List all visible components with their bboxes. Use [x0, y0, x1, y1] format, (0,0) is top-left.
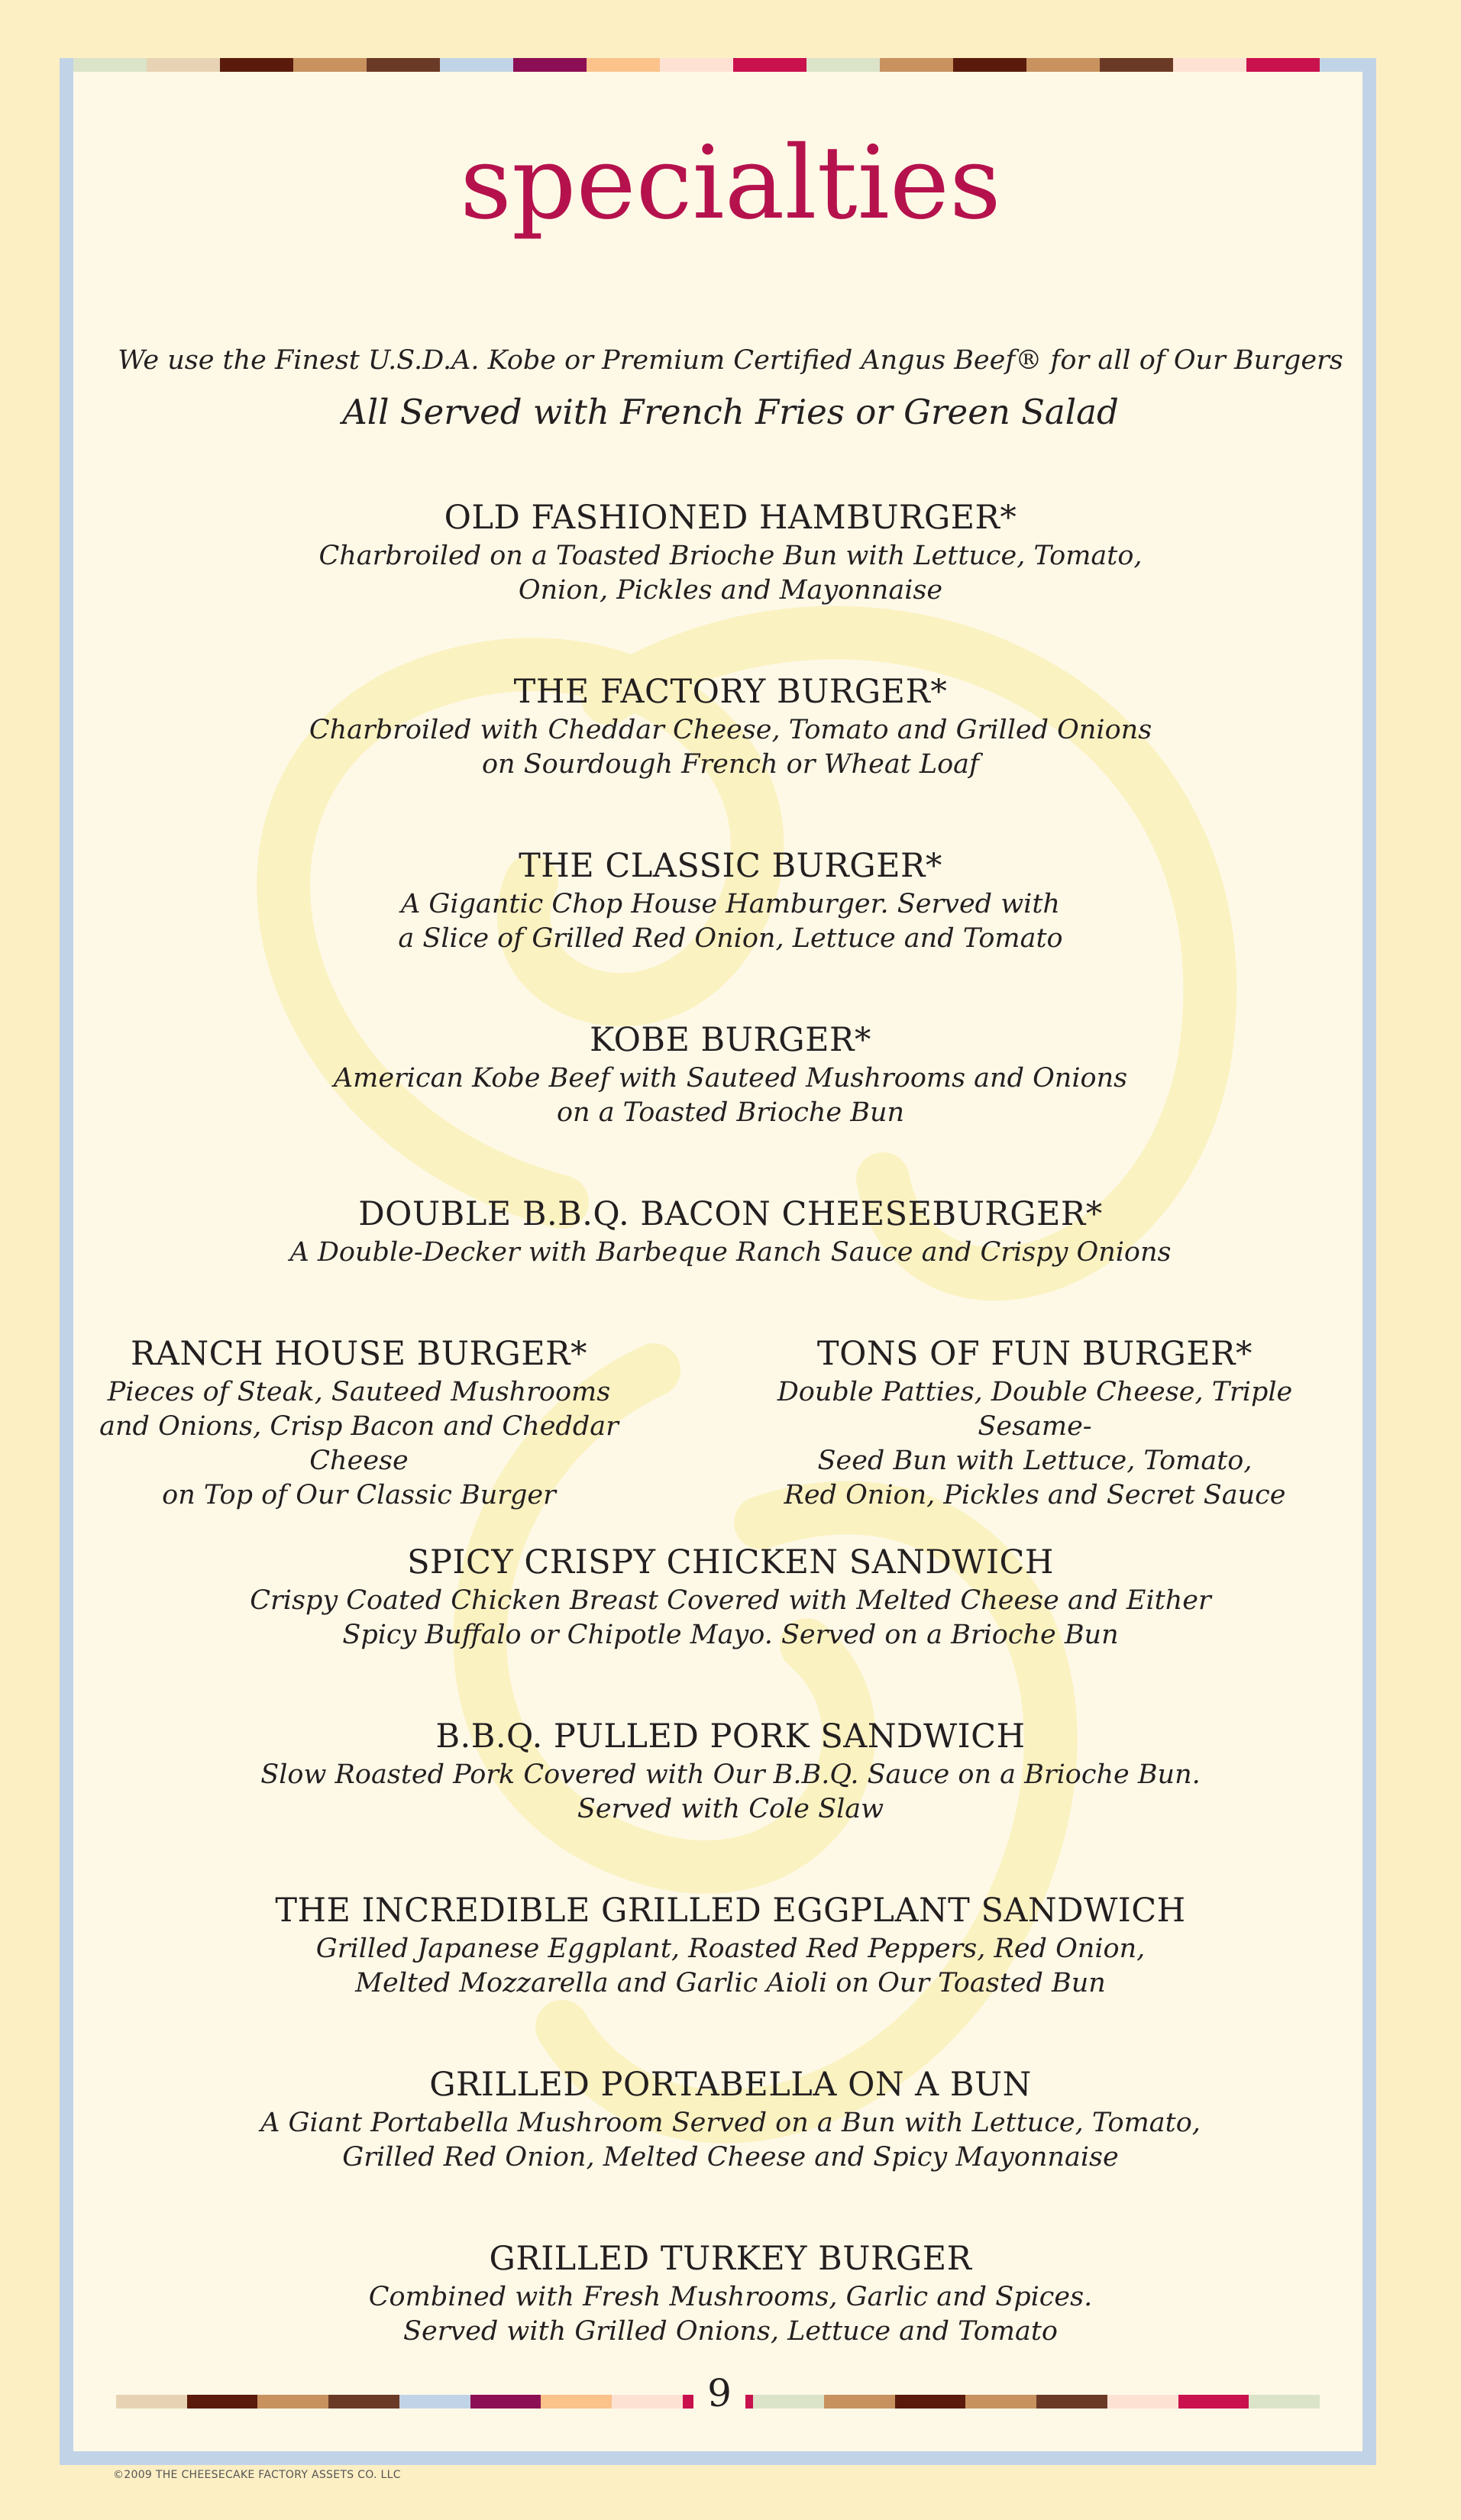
menu-item [0, 1889, 1461, 2001]
stripe-segment [328, 2395, 399, 2409]
item-description: A Gigantic Chop House Hamburger. Served with [401, 889, 1060, 919]
menu-item [0, 845, 1461, 956]
item-description: on Top of Our Classic Burger [162, 1480, 556, 1510]
item-description: American Kobe Beef with Sauteed Mushrooms and Onions [333, 1063, 1128, 1094]
stripe-segment [1246, 58, 1320, 72]
page-title: specialties [460, 124, 1001, 242]
item-description: Charbroiled with Cheddar Cheese, Tomato and Grilled Onions [309, 715, 1152, 745]
stripe-segment [965, 2395, 1036, 2409]
item-description: Grilled Red Onion, Melted Cheese and Spicy Mayonnaise [342, 2142, 1119, 2173]
stripe-segment [1026, 58, 1100, 72]
item-description: Double Patties, Double Cheese, Triple Sesame- [777, 1377, 1293, 1442]
item-description: A Double-Decker with Barbeque Ranch Sauce and Crispy Onions [289, 1237, 1172, 1268]
menu-item [0, 670, 1461, 782]
menu-item [0, 1019, 1461, 1130]
stripe-segment [880, 58, 953, 72]
item-name: DOUBLE B.B.Q. BACON CHEESEBURGER* [358, 1195, 1103, 1233]
item-description: Spicy Buffalo or Chipotle Mayo. Served on a Brioche Bun [342, 1620, 1119, 1650]
item-name: THE INCREDIBLE GRILLED EGGPLANT SANDWICH [275, 1892, 1186, 1930]
stripe-segment [953, 58, 1026, 72]
item-name: SPICY CRISPY CHICKEN SANDWICH [407, 1543, 1054, 1581]
item-description: Grilled Japanese Eggplant, Roasted Red Peppers, Red Onion, [315, 1934, 1146, 1964]
menu-item [0, 2237, 1461, 2349]
copyright-footer: ©2009 THE CHEESECAKE FACTORY ASSETS CO. LLC [113, 2469, 401, 2481]
menu-item [0, 1715, 1461, 1827]
stripe-segment [660, 58, 733, 72]
item-name: GRILLED PORTABELLA ON A BUN [429, 2066, 1032, 2104]
stripe-segment [1178, 2395, 1249, 2409]
stripe-segment [753, 2395, 824, 2409]
item-description: Red Onion, Pickles and Secret Sauce [784, 1480, 1286, 1510]
item-description: Melted Mozzarella and Garlic Aioli on Our Toasted Bun [355, 1968, 1106, 1998]
item-description: Slow Roasted Pork Covered with Our B.B.Q. Sauce on a Brioche Bun. [260, 1759, 1201, 1790]
stripe-segment [116, 2395, 187, 2409]
stripe-segment [293, 58, 367, 72]
stripe-segment [1173, 58, 1246, 72]
menu-item [733, 1333, 1337, 1513]
stripe-segment [541, 2395, 612, 2409]
stripe-segment [824, 2395, 895, 2409]
item-description: and Onions, Crisp Bacon and Cheddar Cheese [99, 1411, 619, 1476]
stripe-segment [220, 58, 293, 72]
item-description: A Giant Portabella Mushroom Served on a Bun with Lettuce, Tomato, [260, 2108, 1201, 2138]
stripe-segment [257, 2395, 328, 2409]
stripe-segment [470, 2395, 541, 2409]
page-number: 9 [693, 2369, 745, 2418]
item-description: Crispy Coated Chicken Breast Covered with Melted Cheese and Either [250, 1585, 1211, 1616]
menu-item [0, 2063, 1461, 2175]
stripe-segment [806, 58, 880, 72]
beef-note: We use the Finest U.S.D.A. Kobe or Premium Certified Angus Beef® for all of Our Burgers [118, 345, 1343, 376]
stripe-segment [612, 2395, 683, 2409]
stripe-segment [187, 2395, 258, 2409]
item-description: Seed Bun with Lettuce, Tomato, [817, 1446, 1253, 1476]
item-description: on Sourdough French or Wheat Loaf [481, 749, 980, 780]
menu-item [0, 1541, 1461, 1653]
item-description: a Slice of Grilled Red Onion, Lettuce and Tomato [398, 923, 1063, 954]
stripe-segment [147, 58, 220, 72]
stripe-segment [733, 58, 806, 72]
item-name: TONS OF FUN BURGER* [816, 1335, 1253, 1373]
stripe-segment [367, 58, 440, 72]
item-name: OLD FASHIONED HAMBURGER* [444, 499, 1017, 537]
menu-item [99, 1333, 619, 1513]
item-name: GRILLED TURKEY BURGER [489, 2240, 972, 2278]
stripe-segment [1036, 2395, 1107, 2409]
item-description: Charbroiled on a Toasted Brioche Bun with Lettuce, Tomato, [318, 541, 1143, 571]
stripe-segment [1107, 2395, 1178, 2409]
top-color-stripe [73, 58, 1320, 72]
stripe-segment [440, 58, 513, 72]
item-name: THE CLASSIC BURGER* [519, 847, 942, 885]
item-name: THE FACTORY BURGER* [513, 673, 948, 711]
item-name: KOBE BURGER* [590, 1021, 871, 1059]
item-description: Combined with Fresh Mushrooms, Garlic and Spices. [368, 2282, 1093, 2312]
item-description: Served with Grilled Onions, Lettuce and Tomato [403, 2316, 1058, 2347]
item-description: Onion, Pickles and Mayonnaise [518, 575, 943, 606]
stripe-segment [513, 58, 587, 72]
stripe-segment [1100, 58, 1173, 72]
item-name: B.B.Q. PULLED PORK SANDWICH [435, 1717, 1026, 1756]
menu-item [0, 496, 1461, 608]
stripe-segment [1249, 2395, 1320, 2409]
stripe-segment [895, 2395, 966, 2409]
stripe-segment [399, 2395, 470, 2409]
item-name: RANCH HOUSE BURGER* [131, 1335, 587, 1373]
item-description: Served with Cole Slaw [577, 1794, 884, 1824]
sides-note: All Served with French Fries or Green Salad [342, 392, 1119, 432]
item-description: Pieces of Steak, Sauteed Mushrooms [107, 1377, 611, 1407]
stripe-segment [587, 58, 660, 72]
item-description: on a Toasted Brioche Bun [556, 1097, 905, 1128]
menu-item [0, 1193, 1461, 1270]
stripe-segment [73, 58, 147, 72]
